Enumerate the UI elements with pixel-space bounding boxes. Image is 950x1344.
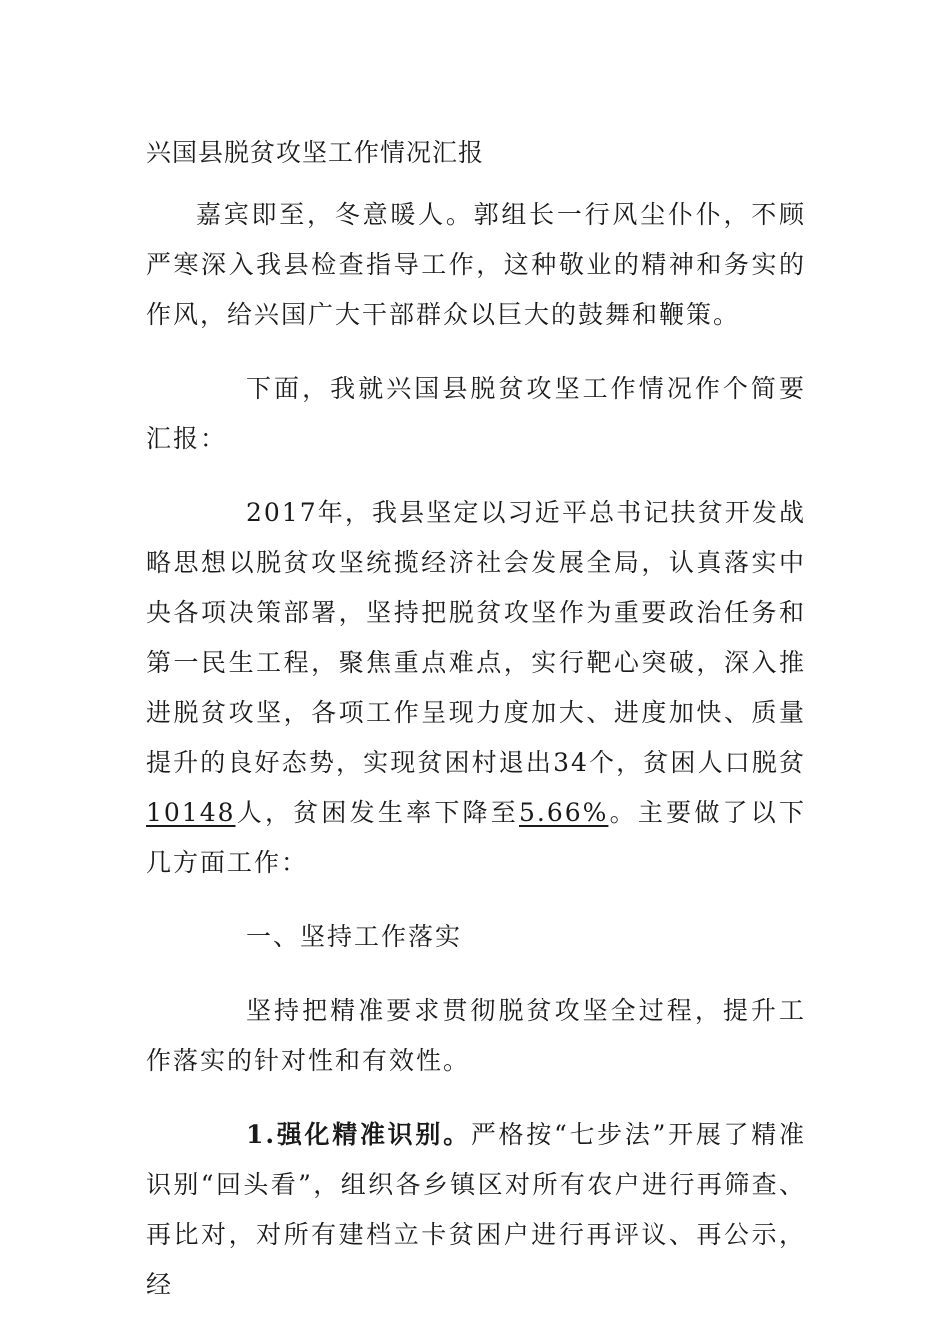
paragraph-summary (146, 488, 806, 888)
paragraph-item-1 (146, 1110, 806, 1310)
summary-text-2: 人，贫困发生率下降至 (235, 798, 519, 827)
paragraph-intro: 下面，我就兴国县脱贫攻坚工作情况作个简要汇报： (146, 374, 806, 453)
item-1-heading: 1.强化精准识别。 (246, 1120, 471, 1149)
poverty-relief-count: 10148 (146, 798, 236, 827)
summary-text-1: 2017年，我县坚定以习近平总书记扶贫开发战略思想以脱贫攻坚统揽经济社会发展全局，认真落实中央各项决策部署，坚持把脱贫攻坚作为重要政治任务和第一民生工程，聚焦重点难点，实行靶心突破，深入推进脱贫攻坚，各项工作呈现力度加大、进度加快、质量提升的良好态势，实现贫困村退出34个，贫困人口脱贫 (146, 498, 806, 777)
document-page (146, 128, 806, 1310)
item-1-text: 严格按“七步法”开展了精准识别“回头看”，组织各乡镇区对所有农户进行再筛查、再比对，对所有建档立卡贫困户进行再评议、再公示，经 (146, 1120, 806, 1299)
poverty-rate: 5.66% (519, 798, 609, 827)
summary-text-3: 。主要做了以下几方面工作： (146, 798, 806, 877)
section-heading-1: 一、坚持工作落实 (246, 922, 463, 951)
paragraph-welcome: 嘉宾即至，冬意暖人。郭组长一行风尘仆仆，不顾严寒深入我县检查指导工作，这种敬业的精神和务实的作风，给兴国广大干部群众以巨大的鼓舞和鞭策。 (146, 200, 806, 329)
document-title: 兴国县脱贫攻坚工作情况汇报 (146, 138, 485, 167)
paragraph-section-1: 坚持把精准要求贯彻脱贫攻坚全过程，提升工作落实的针对性和有效性。 (146, 996, 806, 1075)
